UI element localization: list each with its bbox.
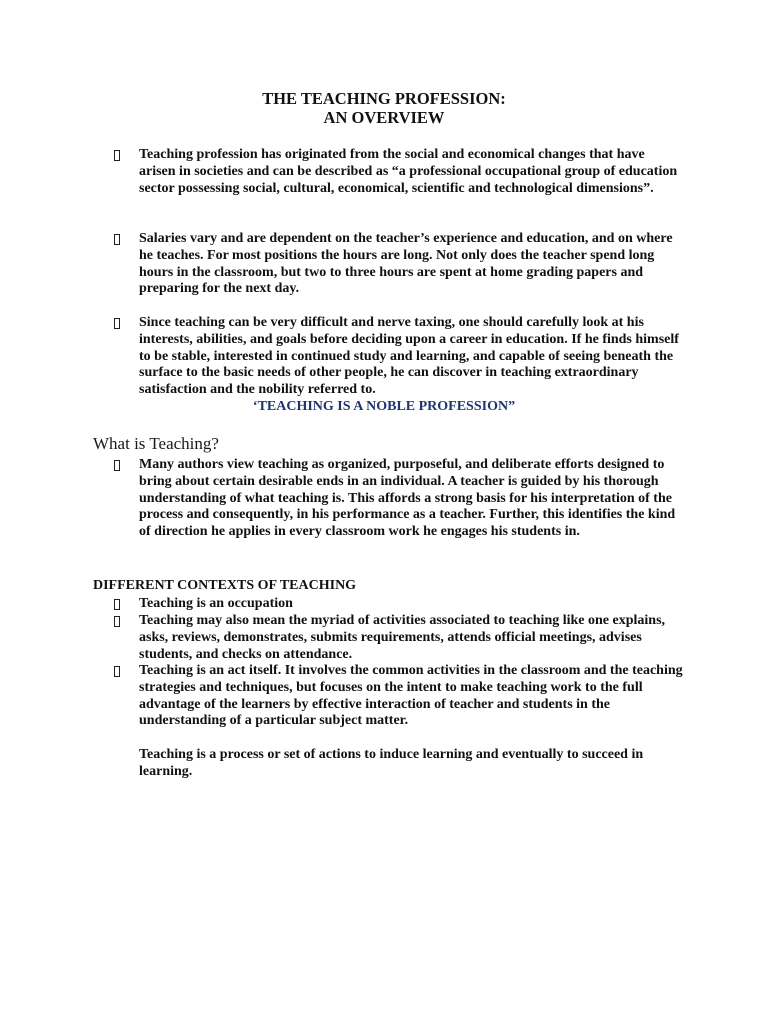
bullet-marker-icon <box>114 318 120 329</box>
bullet-marker-icon <box>114 150 120 161</box>
what-is-teaching-bullet: Many authors view teaching as organized, purposeful, and deliberate efforts designed to bring about certain desirable ends in an individual. A teacher is guided by his thorough understanding of what teaching is. This affords a strong basis for his interpretation of the process and consequently, in his performance as a teacher. Further, this identifies the kind of direction he applies in every classroom work he engages his students in. <box>139 457 676 540</box>
intro-bullet-1: Teaching profession has originated from the social and economical changes that have arisen in societies and can be described as “a professional occupational group of education sector possessing social, cultural, economical, scientific and technological dimensions”. <box>139 147 678 196</box>
bullet-marker-icon <box>114 460 120 471</box>
contexts-closing-paragraph: Teaching is a process or set of actions to induce learning and eventually to succeed in learning. <box>139 747 644 779</box>
title-line-2: AN OVERVIEW <box>323 108 445 127</box>
contexts-bullet-1: Teaching is an occupation <box>139 596 293 611</box>
bullet-marker-icon <box>114 599 120 610</box>
contexts-bullet-2: Teaching may also mean the myriad of activities associated to teaching like one explains, asks, reviews, demonstrates, submits requirements, attends official meetings, advises students, and checks on attendance. <box>139 613 666 662</box>
intro-bullet-2: Salaries vary and are dependent on the teacher’s experience and education, and on where he teaches. For most positions the hours are long. Not only does the teacher spend long hours in the classroom, but two to three hours are spent at home grading papers and preparing for the next day. <box>139 231 673 297</box>
bullet-marker-icon <box>114 666 120 677</box>
intro-bullet-3: Since teaching can be very difficult and nerve taxing, one should carefully look at his interests, abilities, and goals before deciding upon a career in education. If he finds himself to be stable, interested in continued study and learning, and capable of seeing beneath the surface to the basic needs of other people, he can discover in teaching extraordinary satisfaction and the nobility referred to. <box>139 315 679 398</box>
bullet-marker-icon <box>114 234 120 245</box>
noble-profession-quote: ‘TEACHING IS A NOBLE PROFESSION” <box>252 399 516 414</box>
bullet-marker-icon <box>114 616 120 627</box>
contexts-bullet-3: Teaching is an act itself. It involves the common activities in the classroom and the teaching strategies and techniques, but focuses on the intent to make teaching work to the full advantage of the learners by effective interaction of teacher and students in the understanding of a particular subject matter. <box>139 663 683 729</box>
title-line-1: THE TEACHING PROFESSION: <box>262 89 506 108</box>
contexts-heading: DIFFERENT CONTEXTS OF TEACHING <box>93 578 357 593</box>
what-is-teaching-heading: What is Teaching? <box>93 434 219 453</box>
